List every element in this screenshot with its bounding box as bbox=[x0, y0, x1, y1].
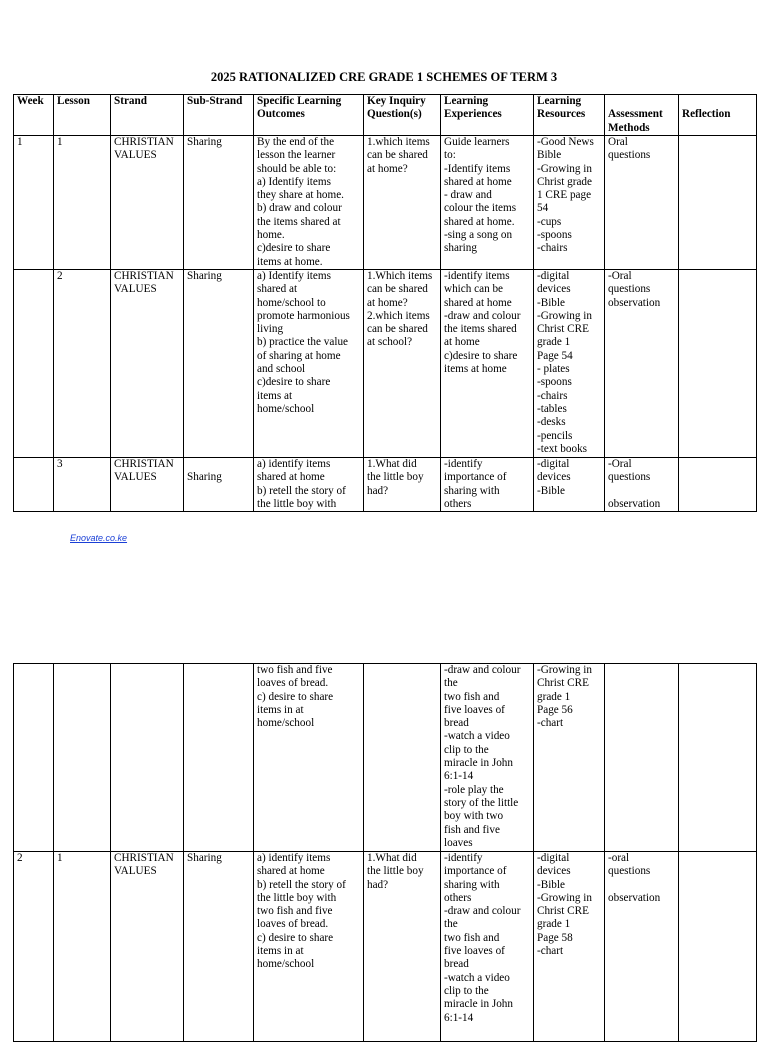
scheme-table-page-2 bbox=[13, 663, 757, 1042]
header-outcomes: Specific Learning Outcomes bbox=[254, 95, 364, 136]
cell-week bbox=[14, 664, 54, 852]
cell-substrand bbox=[184, 664, 254, 852]
cell-lesson: 2 bbox=[54, 270, 111, 458]
cell-reflection bbox=[679, 458, 757, 512]
cell-substrand: Sharing bbox=[184, 852, 254, 1042]
cell-assessment bbox=[605, 664, 679, 852]
cell-outcomes: two fish and five loaves of bread. c) desire to share items in at home/school bbox=[254, 664, 364, 852]
cell-lesson: 1 bbox=[54, 852, 111, 1042]
cell-outcomes: By the end of the lesson the learner should be able to: a) Identify items they share at home. b) draw and colour the items shared at home. c)desire to share items at home. bbox=[254, 136, 364, 270]
header-lesson: Lesson bbox=[54, 95, 111, 136]
header-assessment: Assessment Methods bbox=[605, 95, 679, 136]
cell-week: 1 bbox=[14, 136, 54, 270]
table-row bbox=[14, 270, 757, 458]
cell-experiences: -draw and colour the two fish and five loaves of bread -watch a video clip to the miracle in John 6:1-14 -role play the story of the little boy with two fish and five loaves bbox=[441, 664, 534, 852]
document-title: 2025 RATIONALIZED CRE GRADE 1 SCHEMES OF TERM 3 bbox=[210, 70, 558, 84]
cell-outcomes: a) Identify items shared at home/school to promote harmonious living b) practice the value of sharing at home and school c)desire to share items at home/school bbox=[254, 270, 364, 458]
table-row bbox=[14, 136, 757, 270]
header-strand: Strand bbox=[111, 95, 184, 136]
cell-questions bbox=[364, 664, 441, 852]
cell-experiences: -identify importance of sharing with others bbox=[441, 458, 534, 512]
cell-outcomes: a) identify items shared at home b) retell the story of the little boy with bbox=[254, 458, 364, 512]
cell-lesson bbox=[54, 664, 111, 852]
cell-strand: CHRISTIAN VALUES bbox=[111, 136, 184, 270]
cell-lesson: 1 bbox=[54, 136, 111, 270]
cell-reflection bbox=[679, 136, 757, 270]
cell-assessment: -oral questions observation bbox=[605, 852, 679, 1042]
cell-strand: CHRISTIAN VALUES bbox=[111, 270, 184, 458]
cell-strand bbox=[111, 664, 184, 852]
cell-reflection bbox=[679, 852, 757, 1042]
cell-reflection bbox=[679, 664, 757, 852]
cell-week bbox=[14, 458, 54, 512]
table-row bbox=[14, 664, 757, 852]
cell-reflection bbox=[679, 270, 757, 458]
cell-strand: CHRISTIAN VALUES bbox=[111, 458, 184, 512]
header-reflection: Reflection bbox=[679, 95, 757, 136]
cell-questions: 1.which items can be shared at home? bbox=[364, 136, 441, 270]
footer-link[interactable]: Enovate.co.ke bbox=[70, 533, 128, 543]
cell-strand: CHRISTIAN VALUES bbox=[111, 852, 184, 1042]
table-row bbox=[14, 852, 757, 1042]
table-row bbox=[14, 458, 757, 512]
cell-resources: -digital devices -Bible bbox=[534, 458, 605, 512]
cell-resources: -Growing in Christ CRE grade 1 Page 56 -chart bbox=[534, 664, 605, 852]
header-week: Week bbox=[14, 95, 54, 136]
cell-questions: 1.Which items can be shared at home? 2.which items can be shared at school? bbox=[364, 270, 441, 458]
scheme-table-page-1 bbox=[13, 94, 757, 512]
cell-substrand: Sharing bbox=[184, 270, 254, 458]
header-resources: Learning Resources bbox=[534, 95, 605, 136]
header-substrand: Sub-Strand bbox=[184, 95, 254, 136]
cell-questions: 1.What did the little boy had? bbox=[364, 852, 441, 1042]
table-header-row bbox=[14, 95, 757, 136]
cell-lesson: 3 bbox=[54, 458, 111, 512]
cell-assessment: -Oral questions observation bbox=[605, 458, 679, 512]
cell-experiences: Guide learners to: -Identify items shared at home - draw and colour the items shared at home. -sing a song on sharing bbox=[441, 136, 534, 270]
cell-questions: 1.What did the little boy had? bbox=[364, 458, 441, 512]
cell-resources: -digital devices -Bible -Growing in Christ CRE grade 1 Page 58 -chart bbox=[534, 852, 605, 1042]
cell-outcomes: a) identify items shared at home b) retell the story of the little boy with two fish and five loaves of bread. c) desire to share items in at home/school bbox=[254, 852, 364, 1042]
cell-substrand: Sharing bbox=[184, 136, 254, 270]
cell-substrand: Sharing bbox=[184, 458, 254, 512]
cell-resources: -digital devices -Bible -Growing in Christ CRE grade 1 Page 54 - plates -spoons -chairs -tables -desks -pencils -text books bbox=[534, 270, 605, 458]
cell-week: 2 bbox=[14, 852, 54, 1042]
cell-week bbox=[14, 270, 54, 458]
header-questions: Key Inquiry Question(s) bbox=[364, 95, 441, 136]
cell-resources: -Good News Bible -Growing in Christ grade 1 CRE page 54 -cups -spoons -chairs bbox=[534, 136, 605, 270]
cell-assessment: -Oral questions observation bbox=[605, 270, 679, 458]
cell-assessment: Oral questions bbox=[605, 136, 679, 270]
header-experiences: Learning Experiences bbox=[441, 95, 534, 136]
cell-experiences: -identify items which can be shared at home -draw and colour the items shared at home c)desire to share items at home bbox=[441, 270, 534, 458]
cell-experiences: -identify importance of sharing with others -draw and colour the two fish and five loaves of bread -watch a video clip to the miracle in John 6:1-14 bbox=[441, 852, 534, 1042]
